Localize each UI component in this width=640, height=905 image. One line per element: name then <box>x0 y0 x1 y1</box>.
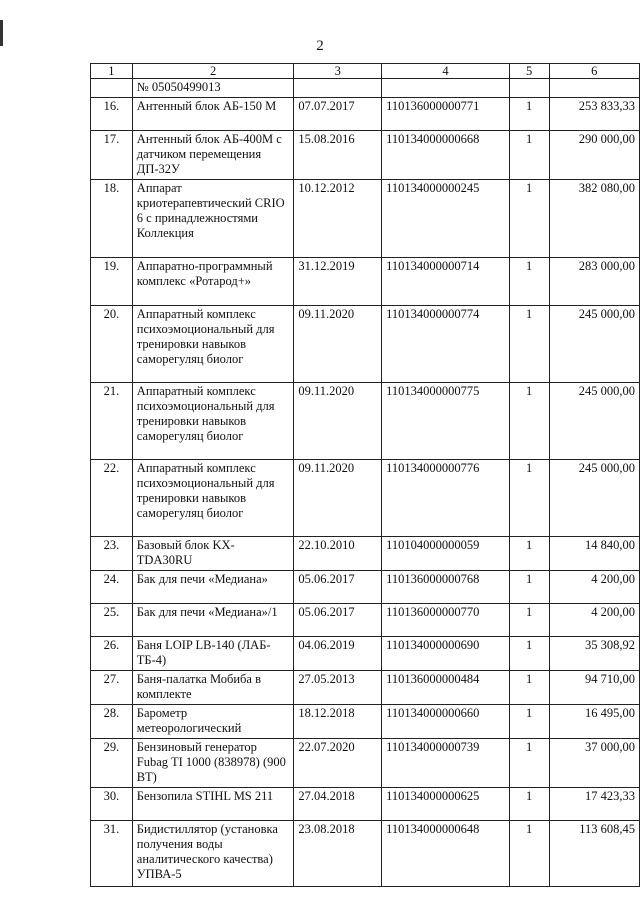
table-row <box>91 131 640 180</box>
table-row <box>91 739 640 788</box>
quantity: 1 <box>509 821 549 887</box>
inventory-number: 110136000000770 <box>382 604 510 637</box>
inventory-number: 110134000000776 <box>382 460 510 537</box>
column-header: 4 <box>382 64 510 79</box>
price: 245 000,00 <box>549 306 639 383</box>
item-name: Аппаратно-программный комплекс «Ротарод+» <box>132 258 294 306</box>
row-number: 30. <box>91 788 133 821</box>
quantity: 1 <box>509 180 549 258</box>
row-number: 23. <box>91 537 133 571</box>
item-name: Бензиновый генератор Fubag TI 1000 (838978) (900 ВТ) <box>132 739 294 788</box>
table-row <box>91 671 640 705</box>
acquisition-date: 27.05.2013 <box>294 671 382 705</box>
quantity <box>509 79 549 98</box>
item-name: Аппаратный комплекс психоэмоциональный для тренировки навыков саморегуляц биолог <box>132 383 294 460</box>
inventory-table <box>90 63 640 887</box>
column-header: 3 <box>294 64 382 79</box>
table-row <box>91 460 640 537</box>
row-number: 25. <box>91 604 133 637</box>
row-number: 19. <box>91 258 133 306</box>
acquisition-date: 23.08.2018 <box>294 821 382 887</box>
acquisition-date: 09.11.2020 <box>294 460 382 537</box>
item-name: Антенный блок АБ-150 М <box>132 98 294 131</box>
price: 35 308,92 <box>549 637 639 671</box>
item-name: Бак для печи «Медиана»/1 <box>132 604 294 637</box>
row-number: 21. <box>91 383 133 460</box>
table-row <box>91 98 640 131</box>
table-row <box>91 788 640 821</box>
item-name: Антенный блок АБ-400М с датчиком перемещения ДП-32У <box>132 131 294 180</box>
inventory-number: 110134000000690 <box>382 637 510 671</box>
row-number: 29. <box>91 739 133 788</box>
table-header-row <box>91 64 640 79</box>
quantity: 1 <box>509 537 549 571</box>
price: 17 423,33 <box>549 788 639 821</box>
acquisition-date <box>294 79 382 98</box>
quantity: 1 <box>509 705 549 739</box>
table-row <box>91 258 640 306</box>
row-number: 27. <box>91 671 133 705</box>
inventory-number: 110134000000714 <box>382 258 510 306</box>
item-name: Бидистиллятор (установка получения воды аналитического качества) УПВА-5 <box>132 821 294 887</box>
acquisition-date: 05.06.2017 <box>294 571 382 604</box>
item-name: Аппаратный комплекс психоэмоциональный для тренировки навыков саморегуляц биолог <box>132 306 294 383</box>
table-row <box>91 571 640 604</box>
quantity: 1 <box>509 98 549 131</box>
price: 37 000,00 <box>549 739 639 788</box>
item-name: Бак для печи «Медиана» <box>132 571 294 604</box>
row-number: 18. <box>91 180 133 258</box>
acquisition-date: 09.11.2020 <box>294 306 382 383</box>
inventory-number: 110104000000059 <box>382 537 510 571</box>
price: 283 000,00 <box>549 258 639 306</box>
acquisition-date: 07.07.2017 <box>294 98 382 131</box>
item-name: Базовый блок KX-TDA30RU <box>132 537 294 571</box>
acquisition-date: 27.04.2018 <box>294 788 382 821</box>
column-header: 2 <box>132 64 294 79</box>
item-name: Аппарат криотерапевтический CRIO 6 с принадлежностями Коллекция <box>132 180 294 258</box>
table-row <box>91 306 640 383</box>
item-name: Бензопила STIHL MS 211 <box>132 788 294 821</box>
item-name: № 05050499013 <box>132 79 294 98</box>
quantity: 1 <box>509 460 549 537</box>
table-row <box>91 705 640 739</box>
table-row <box>91 821 640 887</box>
price: 113 608,45 <box>549 821 639 887</box>
row-number: 20. <box>91 306 133 383</box>
table-row <box>91 180 640 258</box>
item-name: Аппаратный комплекс психоэмоциональный для тренировки навыков саморегуляц биолог <box>132 460 294 537</box>
inventory-number: 110134000000625 <box>382 788 510 821</box>
acquisition-date: 22.10.2010 <box>294 537 382 571</box>
quantity: 1 <box>509 788 549 821</box>
acquisition-date: 09.11.2020 <box>294 383 382 460</box>
column-header: 5 <box>509 64 549 79</box>
inventory-number: 110134000000245 <box>382 180 510 258</box>
acquisition-date: 10.12.2012 <box>294 180 382 258</box>
price: 14 840,00 <box>549 537 639 571</box>
inventory-number: 110134000000775 <box>382 383 510 460</box>
row-number: 16. <box>91 98 133 131</box>
row-number: 28. <box>91 705 133 739</box>
column-header: 1 <box>91 64 133 79</box>
price: 4 200,00 <box>549 571 639 604</box>
row-number: 22. <box>91 460 133 537</box>
quantity: 1 <box>509 671 549 705</box>
inventory-number: 110134000000668 <box>382 131 510 180</box>
quantity: 1 <box>509 637 549 671</box>
inventory-number: 110134000000774 <box>382 306 510 383</box>
row-number <box>91 79 133 98</box>
acquisition-date: 05.06.2017 <box>294 604 382 637</box>
inventory-number: 110136000000771 <box>382 98 510 131</box>
row-number: 31. <box>91 821 133 887</box>
table-row <box>91 604 640 637</box>
price: 4 200,00 <box>549 604 639 637</box>
inventory-number: 110134000000660 <box>382 705 510 739</box>
acquisition-date: 04.06.2019 <box>294 637 382 671</box>
row-number: 26. <box>91 637 133 671</box>
quantity: 1 <box>509 571 549 604</box>
item-name: Баня LOIP LB-140 (ЛАБ-ТБ-4) <box>132 637 294 671</box>
acquisition-date: 18.12.2018 <box>294 705 382 739</box>
price: 245 000,00 <box>549 460 639 537</box>
quantity: 1 <box>509 604 549 637</box>
acquisition-date: 22.07.2020 <box>294 739 382 788</box>
inventory-number: 110136000000484 <box>382 671 510 705</box>
price: 245 000,00 <box>549 383 639 460</box>
quantity: 1 <box>509 306 549 383</box>
inventory-number <box>382 79 510 98</box>
quantity: 1 <box>509 258 549 306</box>
page-number: 2 <box>316 38 324 54</box>
row-number: 24. <box>91 571 133 604</box>
inventory-number: 110136000000768 <box>382 571 510 604</box>
price: 290 000,00 <box>549 131 639 180</box>
item-name: Барометр метеорологический <box>132 705 294 739</box>
quantity: 1 <box>509 739 549 788</box>
column-header: 6 <box>549 64 639 79</box>
acquisition-date: 15.08.2016 <box>294 131 382 180</box>
table-row <box>91 637 640 671</box>
quantity: 1 <box>509 383 549 460</box>
inventory-number: 110134000000648 <box>382 821 510 887</box>
item-name: Баня-палатка Мобиба в комплекте <box>132 671 294 705</box>
quantity: 1 <box>509 131 549 180</box>
table-row <box>91 537 640 571</box>
inventory-number: 110134000000739 <box>382 739 510 788</box>
price: 382 080,00 <box>549 180 639 258</box>
row-number: 17. <box>91 131 133 180</box>
price: 253 833,33 <box>549 98 639 131</box>
price: 16 495,00 <box>549 705 639 739</box>
acquisition-date: 31.12.2019 <box>294 258 382 306</box>
table-row <box>91 383 640 460</box>
price <box>549 79 639 98</box>
price: 94 710,00 <box>549 671 639 705</box>
table-row <box>91 79 640 98</box>
